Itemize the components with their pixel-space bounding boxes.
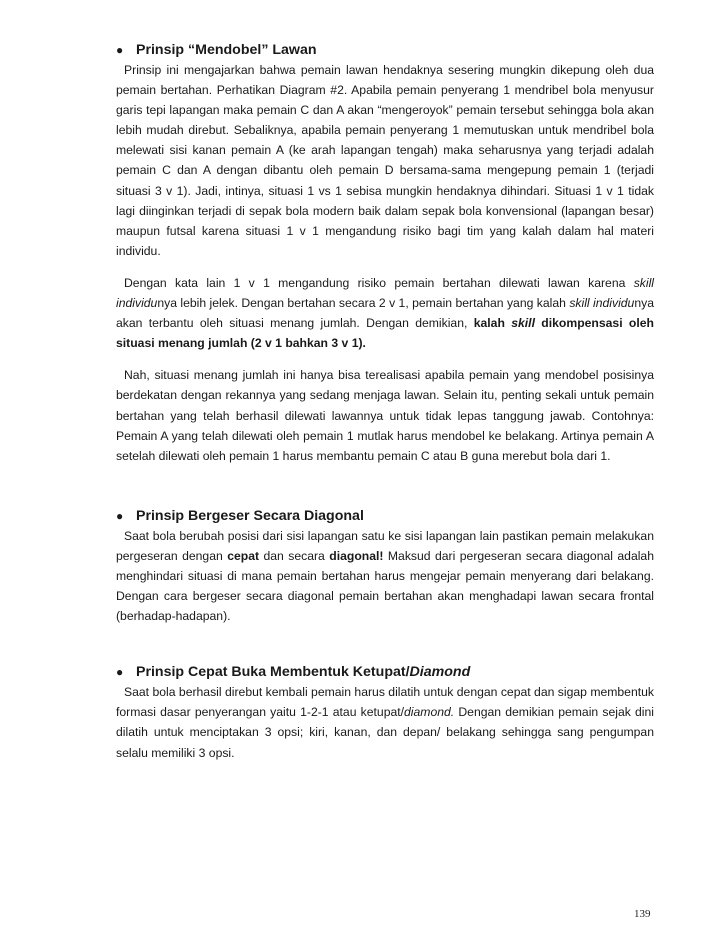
paragraph bbox=[116, 682, 654, 762]
text-run: Prinsip ini mengajarkan bahwa pemain lawan hendaknya sesering mungkin dikepung oleh dua pemain bertahan. Perhatikan Diagram #2. Apabila pemain penyerang 1 mendribel bola menyusur garis tepi lapangan maka pemain C dan A akan “mengeroyok” pemain tersebut sehingga bola akan lebih mudah direbut. Sebaliknya, apabila pemain penyerang 1 memutuskan untuk mendribel bola melewati sisi kanan pemain A (ke arah lapangan tengah) maka seharusnya yang terjadi adalah pemain C dan A dengan dibantu oleh pemain D bersama-sama mengepung pemain 1 (terjadi situasi 3 v 1). Jadi, intinya, situasi 1 vs 1 sebisa mungkin hendaknya dihindari. Situasi 1 v 1 tidak lagi diinginkan terjadi di sepak bola modern baik dalam sepak bola konvensional (lapangan besar) maupun futsal karena situasi 1 v 1 mengandung risiko bagi tim yang kalah dalam hal materi individu. bbox=[116, 63, 654, 258]
page-content bbox=[116, 40, 654, 763]
paragraph bbox=[116, 60, 654, 261]
text-run-bold-italic: Diamond bbox=[409, 664, 471, 681]
section-heading bbox=[116, 662, 654, 682]
text-run-bold: diagonal! bbox=[329, 548, 384, 563]
bullet-icon: ● bbox=[116, 508, 124, 523]
text-run: nya lebih jelek. Dengan bertahan secara 2 v 1, pemain bertahan yang kalah bbox=[157, 296, 570, 311]
paragraph bbox=[116, 526, 654, 626]
text-run: Maksud dari pergeseran secara diagonal adalah menghindari situasi di mana pemain bertahan harus mengejar pemain menyerang dari belakang. Dengan cara bergeser secara diagonal pemain bertahan akan menghadapi lawan secara frontal (berhadap-hadapan). bbox=[116, 548, 654, 624]
bullet-icon: ● bbox=[116, 665, 124, 680]
text-run-bold: cepat bbox=[227, 548, 260, 563]
page-number: 139 bbox=[634, 908, 651, 920]
paragraph bbox=[116, 365, 654, 465]
text-run-italic: skill individu bbox=[116, 275, 654, 311]
text-run-italic: diamond. bbox=[404, 705, 455, 720]
text-run: Saat bola berubah posisi dari sisi lapangan satu ke sisi lapangan lain pastikan pemain melakukan pergeseran dengan bbox=[116, 528, 654, 563]
section-heading bbox=[116, 40, 654, 60]
text-run-bold: Prinsip Cepat Buka Membentuk Ketupat/ bbox=[136, 664, 410, 681]
bullet-icon: ● bbox=[116, 43, 124, 57]
text-run: nya akan terbantu oleh situasi menang jumlah. Dengan demikian, bbox=[116, 296, 654, 331]
text-run-bold: dikompensasi oleh situasi menang jumlah (2 v 1 bahkan 3 v 1). bbox=[116, 316, 654, 351]
text-run: Nah, situasi menang jumlah ini hanya bisa terealisasi apabila pemain yang mendobel posisinya berdekatan dengan rekannya yang sedang menjaga lawan. Selain itu, penting sekali untuk pemain bertahan yang telah berhasil dilewati lawannya untuk tidak lepas tanggung jawab. Contohnya: Pemain A yang telah dilewati oleh pemain 1 mutlak harus mendobel ke belakang. Artinya pemain A setelah dilewati oleh pemain 1 harus membantu pemain C atau B guna merebut bola dari 1. bbox=[116, 368, 654, 463]
section-title: Prinsip “Mendobel” Lawan bbox=[136, 42, 317, 58]
text-run: dan secara bbox=[259, 548, 330, 563]
text-run: Saat bola berhasil direbut kembali pemain harus dilatih untuk dengan cepat dan sigap membentuk formasi dasar penyerangan yaitu 1-2-1 atau ketupat/ bbox=[116, 685, 654, 720]
section-bergeser-diagonal bbox=[116, 506, 654, 626]
section-heading bbox=[116, 506, 654, 526]
text-run: Dengan kata lain 1 v 1 mengandung risiko pemain bertahan dilewati lawan karena bbox=[124, 275, 634, 290]
text-run-italic: skill individu bbox=[569, 296, 635, 311]
section-title: Prinsip Bergeser Secara Diagonal bbox=[136, 507, 364, 524]
section-ketupat-diamond bbox=[116, 662, 654, 762]
text-run: Dengan demikian pemain sejak dini dilatih untuk menciptakan 3 opsi; kiri, kanan, dan depan/ belakang sehingga sang pengumpan selalu memiliki 3 opsi. bbox=[116, 705, 654, 760]
section-title bbox=[136, 662, 470, 682]
text-run-bold: kalah bbox=[473, 316, 512, 331]
text-run-bold-italic: skill bbox=[511, 316, 535, 331]
paragraph bbox=[116, 273, 654, 353]
section-mendobel-lawan bbox=[116, 40, 654, 466]
